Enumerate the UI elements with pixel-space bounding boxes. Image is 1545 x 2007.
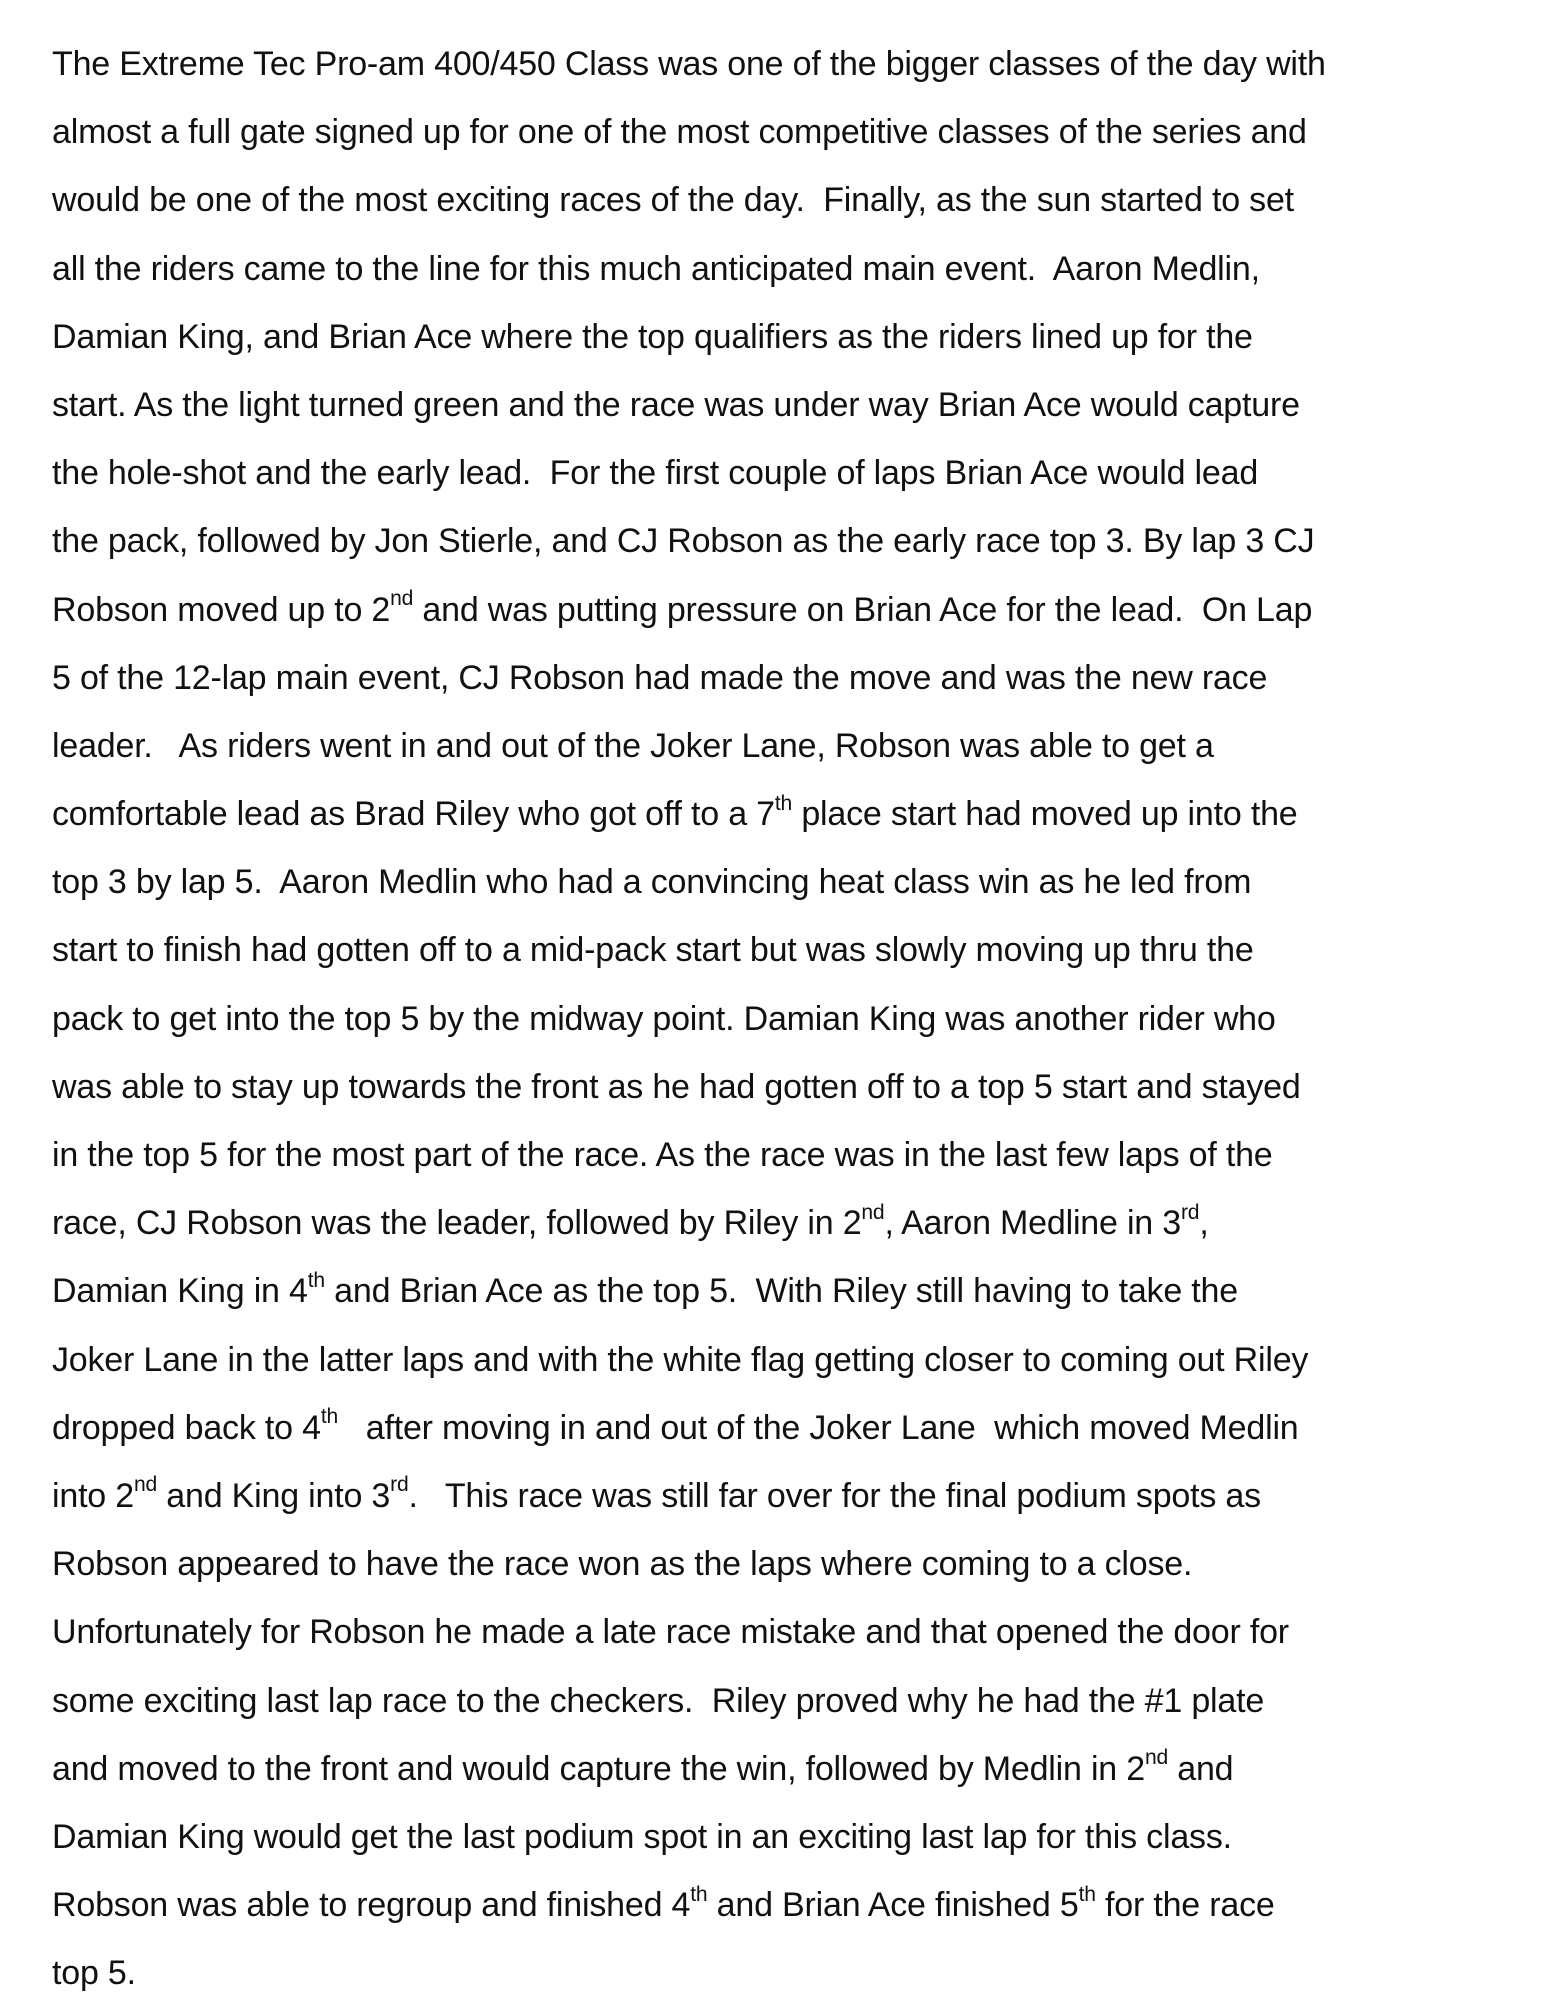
text-segment: into 2: [52, 1476, 134, 1515]
text-segment: Robson appeared to have the race won as the laps where coming to a close.: [52, 1545, 1193, 1584]
text-line: [52, 371, 1512, 439]
text-segment: Damian King, and Brian Ace where the top qualifiers as the riders lined up for the: [52, 317, 1253, 356]
text-line: [52, 1257, 1512, 1325]
race-report-paragraph: [52, 30, 1512, 2007]
text-segment: place start had moved up into the: [792, 795, 1298, 834]
text-line: [52, 235, 1512, 303]
text-segment: Joker Lane in the latter laps and with the white flag getting closer to coming out Riley: [52, 1340, 1309, 1379]
text-line: [52, 1667, 1512, 1735]
ordinal-suffix: rd: [390, 1473, 409, 1497]
text-segment: Unfortunately for Robson he made a late race mistake and that opened the door for: [52, 1613, 1289, 1652]
text-segment: start. As the light turned green and the race was under way Brian Ace would capture: [52, 385, 1300, 424]
text-line: [52, 1803, 1512, 1871]
text-segment: and Brian Ace as the top 5. With Riley still having to take the: [324, 1272, 1238, 1311]
text-line: [52, 1189, 1512, 1257]
text-line: [52, 1530, 1512, 1598]
text-line: [52, 1394, 1512, 1462]
text-segment: pack to get into the top 5 by the midway point. Damian King was another rider who: [52, 999, 1276, 1038]
ordinal-suffix: th: [307, 1268, 325, 1292]
text-line: [52, 848, 1512, 916]
text-line: [52, 1735, 1512, 1803]
text-segment: start to finish had gotten off to a mid-pack start but was slowly moving up thru the: [52, 931, 1254, 970]
text-segment: comfortable lead as Brad Riley who got off to a 7: [52, 795, 775, 834]
text-segment: leader. As riders went in and out of the Joker Lane, Robson was able to get a: [52, 726, 1214, 765]
text-line: [52, 303, 1512, 371]
text-line: [52, 1939, 1512, 2007]
ordinal-suffix: th: [1078, 1882, 1096, 1906]
text-line: [52, 1462, 1512, 1530]
text-line: [52, 166, 1512, 234]
text-segment: and Brian Ace finished 5: [707, 1886, 1079, 1925]
text-segment: and was putting pressure on Brian Ace for the lead. On Lap: [413, 590, 1313, 629]
text-segment: The Extreme Tec Pro-am 400/450 Class was one of the bigger classes of the day with: [52, 45, 1326, 83]
text-segment: would be one of the most exciting races of the day. Finally, as the sun started to set: [52, 181, 1294, 220]
text-segment: ,: [1199, 1204, 1209, 1243]
text-line: [52, 712, 1512, 780]
text-line: [52, 1871, 1512, 1939]
text-line: [52, 916, 1512, 984]
text-segment: Robson moved up to 2: [52, 590, 391, 629]
text-line: [52, 507, 1512, 575]
ordinal-suffix: rd: [1180, 1200, 1200, 1224]
text-segment: Damian King in 4: [52, 1272, 308, 1311]
text-segment: after moving in and out of the Joker Lane which moved Medlin: [338, 1408, 1299, 1447]
text-segment: almost a full gate signed up for one of the most competitive classes of the series and: [52, 113, 1307, 152]
ordinal-suffix: th: [690, 1882, 708, 1906]
text-line: [52, 576, 1512, 644]
text-line: [52, 30, 1512, 98]
text-line: [52, 98, 1512, 166]
text-line: [52, 1053, 1512, 1121]
text-segment: , Aaron Medline in 3: [884, 1204, 1181, 1243]
text-line: [52, 1326, 1512, 1394]
text-segment: and: [1168, 1749, 1234, 1788]
text-segment: was able to stay up towards the front as he had gotten off to a top 5 start and stayed: [52, 1067, 1301, 1106]
text-segment: the hole-shot and the early lead. For the first couple of laps Brian Ace would lead: [52, 454, 1259, 493]
text-segment: some exciting last lap race to the checkers. Riley proved why he had the #1 plate: [52, 1681, 1265, 1720]
ordinal-suffix: nd: [861, 1200, 885, 1224]
text-line: [52, 780, 1512, 848]
text-segment: top 5.: [52, 1954, 136, 1993]
text-line: [52, 1598, 1512, 1666]
text-segment: race, CJ Robson was the leader, followed by Riley in 2: [52, 1204, 862, 1243]
text-segment: all the riders came to the line for this much anticipated main event. Aaron Medlin,: [52, 249, 1260, 288]
ordinal-suffix: th: [320, 1405, 338, 1429]
text-segment: Robson was able to regroup and finished 4: [52, 1886, 691, 1925]
text-line: [52, 1121, 1512, 1189]
text-line: [52, 644, 1512, 712]
text-segment: for the race: [1095, 1886, 1275, 1925]
text-segment: dropped back to 4: [52, 1408, 321, 1447]
ordinal-suffix: nd: [390, 587, 414, 611]
text-segment: the pack, followed by Jon Stierle, and CJ Robson as the early race top 3. By lap 3 CJ: [52, 522, 1315, 561]
text-segment: Damian King would get the last podium spot in an exciting last lap for this class.: [52, 1817, 1232, 1856]
text-segment: top 3 by lap 5. Aaron Medlin who had a convincing heat class win as he led from: [52, 863, 1252, 902]
text-segment: 5 of the 12-lap main event, CJ Robson had made the move and was the new race: [52, 658, 1268, 697]
ordinal-suffix: nd: [1144, 1746, 1169, 1770]
text-segment: and King into 3: [157, 1476, 391, 1515]
ordinal-suffix: nd: [133, 1473, 158, 1497]
text-segment: . This race was still far over for the final podium spots as: [408, 1476, 1261, 1515]
text-segment: in the top 5 for the most part of the race. As the race was in the last few laps of the: [52, 1136, 1273, 1174]
text-segment: and moved to the front and would capture the win, followed by Medlin in 2: [52, 1749, 1145, 1788]
text-line: [52, 439, 1512, 507]
ordinal-suffix: th: [774, 791, 793, 815]
text-line: [52, 985, 1512, 1053]
